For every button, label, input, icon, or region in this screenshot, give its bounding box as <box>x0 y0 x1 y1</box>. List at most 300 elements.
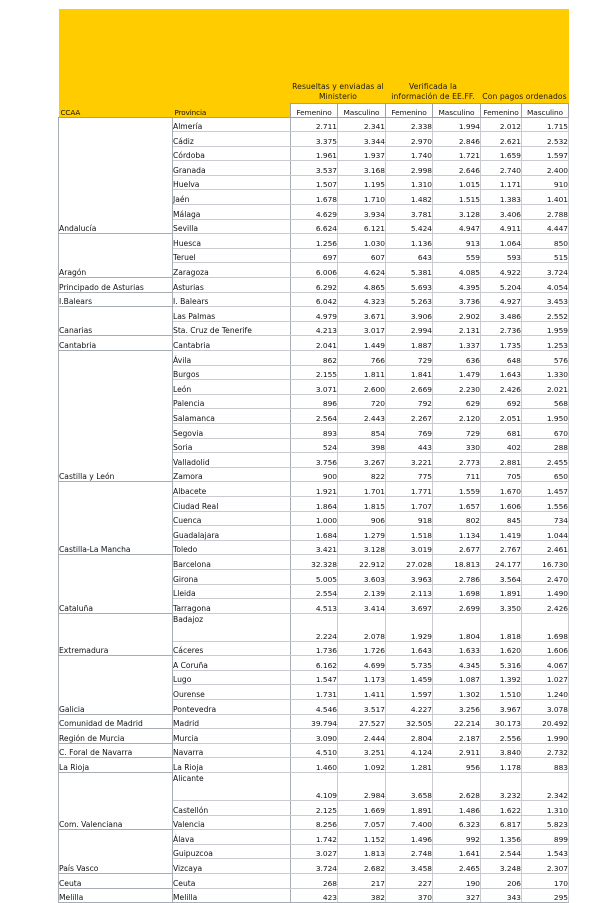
cell-provincia: Guipuzcoa <box>173 844 291 859</box>
cell-masculino-verificada: 2.677 <box>433 540 481 555</box>
cell-masculino-resueltas: 27.527 <box>338 714 386 729</box>
cell-masculino-verificada: 1.087 <box>433 670 481 685</box>
cell-masculino-resueltas: 1.449 <box>338 336 386 351</box>
cell-masculino-resueltas: 1.152 <box>338 830 386 845</box>
cell-masculino-resueltas: 2.078 <box>338 613 386 641</box>
banner-spacer-row <box>59 9 569 45</box>
cell-masculino-verificada: 4.395 <box>433 278 481 293</box>
cell-provincia: Salamanca <box>173 409 291 424</box>
cell-masculino-resueltas: 3.251 <box>338 743 386 758</box>
table-row <box>59 714 569 729</box>
cell-masculino-resueltas: 2.443 <box>338 409 386 424</box>
cell-provincia: Valencia <box>173 815 291 830</box>
table-body <box>59 117 569 903</box>
cell-masculino-pagos: 16.730 <box>522 555 569 570</box>
cell-masculino-resueltas: 3.603 <box>338 569 386 584</box>
cell-femenino-pagos: 3.840 <box>481 743 522 758</box>
cell-masculino-verificada: 2.230 <box>433 380 481 395</box>
cell-masculino-verificada: 2.902 <box>433 307 481 322</box>
cell-femenino-verificada: 5.693 <box>386 278 433 293</box>
cell-femenino-pagos: 692 <box>481 394 522 409</box>
cell-masculino-resueltas: 854 <box>338 423 386 438</box>
cell-masculino-pagos: 883 <box>522 758 569 773</box>
cell-femenino-verificada: 1.136 <box>386 234 433 249</box>
cell-masculino-resueltas: 607 <box>338 248 386 263</box>
cell-provincia: Teruel <box>173 248 291 263</box>
cell-femenino-resueltas: 1.000 <box>291 511 338 526</box>
cell-ccaa: Ceuta <box>59 874 173 889</box>
table-row <box>59 117 569 132</box>
cell-femenino-pagos: 1.659 <box>481 146 522 161</box>
cell-masculino-pagos: 734 <box>522 511 569 526</box>
cell-provincia: I. Balears <box>173 292 291 307</box>
cell-masculino-resueltas: 382 <box>338 888 386 903</box>
cell-femenino-pagos: 2.012 <box>481 117 522 132</box>
table-row <box>59 234 569 249</box>
cell-masculino-verificada: 2.773 <box>433 453 481 468</box>
cell-femenino-pagos: 2.426 <box>481 380 522 395</box>
cell-provincia: Navarra <box>173 743 291 758</box>
cell-provincia: Lugo <box>173 670 291 685</box>
cell-femenino-verificada: 1.740 <box>386 146 433 161</box>
cell-masculino-resueltas: 2.984 <box>338 773 386 801</box>
cell-masculino-pagos: 295 <box>522 888 569 903</box>
cell-masculino-verificada: 2.120 <box>433 409 481 424</box>
cell-femenino-resueltas: 1.460 <box>291 758 338 773</box>
cell-masculino-verificada: 1.559 <box>433 482 481 497</box>
cell-ccaa: País Vasco <box>59 830 173 874</box>
cell-femenino-pagos: 2.556 <box>481 729 522 744</box>
cell-provincia: Girona <box>173 569 291 584</box>
cell-femenino-pagos: 593 <box>481 248 522 263</box>
cell-masculino-verificada: 1.641 <box>433 844 481 859</box>
cell-masculino-resueltas: 1.813 <box>338 844 386 859</box>
cell-masculino-pagos: 2.732 <box>522 743 569 758</box>
cell-masculino-pagos: 2.021 <box>522 380 569 395</box>
cell-ccaa: C. Foral de Navarra <box>59 743 173 758</box>
cell-masculino-verificada: 327 <box>433 888 481 903</box>
cell-masculino-verificada: 1.337 <box>433 336 481 351</box>
cell-masculino-pagos: 1.543 <box>522 844 569 859</box>
group-header-pagos: Con pagos ordenados <box>481 45 569 103</box>
cell-provincia: Málaga <box>173 205 291 220</box>
cell-ccaa: Galicia <box>59 656 173 714</box>
cell-masculino-resueltas: 6.121 <box>338 219 386 234</box>
cell-femenino-resueltas: 1.684 <box>291 526 338 541</box>
cell-masculino-verificada: 190 <box>433 874 481 889</box>
cell-masculino-resueltas: 1.030 <box>338 234 386 249</box>
cell-femenino-resueltas: 32.328 <box>291 555 338 570</box>
cell-femenino-pagos: 1.178 <box>481 758 522 773</box>
cell-provincia: Cáceres <box>173 641 291 656</box>
cell-masculino-verificada: 4.947 <box>433 219 481 234</box>
cell-masculino-pagos: 2.400 <box>522 161 569 176</box>
cell-femenino-verificada: 5.263 <box>386 292 433 307</box>
cell-femenino-resueltas: 268 <box>291 874 338 889</box>
cell-femenino-resueltas: 423 <box>291 888 338 903</box>
cell-femenino-verificada: 443 <box>386 438 433 453</box>
cell-femenino-verificada: 27.028 <box>386 555 433 570</box>
cell-provincia: Álava <box>173 830 291 845</box>
cell-femenino-resueltas: 4.513 <box>291 599 338 614</box>
cell-femenino-verificada: 2.267 <box>386 409 433 424</box>
cell-masculino-resueltas: 906 <box>338 511 386 526</box>
cell-provincia: Las Palmas <box>173 307 291 322</box>
cell-ccaa: Extremadura <box>59 613 173 656</box>
cell-masculino-verificada: 3.128 <box>433 205 481 220</box>
cell-femenino-pagos: 1.606 <box>481 496 522 511</box>
table-row <box>59 743 569 758</box>
cell-femenino-resueltas: 3.724 <box>291 859 338 874</box>
cell-masculino-verificada: 1.302 <box>433 685 481 700</box>
column-header-masculino-verificada: Masculino <box>433 103 481 117</box>
cell-femenino-verificada: 7.400 <box>386 815 433 830</box>
cell-masculino-pagos: 2.342 <box>522 773 569 801</box>
cell-femenino-verificada: 792 <box>386 394 433 409</box>
cell-femenino-verificada: 2.338 <box>386 117 433 132</box>
cell-femenino-verificada: 1.707 <box>386 496 433 511</box>
cell-femenino-verificada: 3.658 <box>386 773 433 801</box>
cell-femenino-resueltas: 3.071 <box>291 380 338 395</box>
cell-masculino-resueltas: 2.682 <box>338 859 386 874</box>
cell-masculino-pagos: 670 <box>522 423 569 438</box>
cell-provincia: Cuenca <box>173 511 291 526</box>
cell-femenino-pagos: 1.620 <box>481 641 522 656</box>
cell-femenino-pagos: 1.622 <box>481 801 522 816</box>
cell-masculino-pagos: 2.461 <box>522 540 569 555</box>
cell-femenino-pagos: 5.316 <box>481 656 522 671</box>
cell-femenino-verificada: 1.482 <box>386 190 433 205</box>
cell-provincia: Sta. Cruz de Tenerife <box>173 321 291 336</box>
cell-masculino-pagos: 288 <box>522 438 569 453</box>
cell-femenino-verificada: 729 <box>386 351 433 366</box>
cell-masculino-pagos: 3.724 <box>522 263 569 278</box>
cell-provincia: Barcelona <box>173 555 291 570</box>
table-row <box>59 888 569 903</box>
cell-provincia: Ciudad Real <box>173 496 291 511</box>
cell-provincia: Murcia <box>173 729 291 744</box>
cell-masculino-verificada: 2.786 <box>433 569 481 584</box>
cell-masculino-pagos: 1.027 <box>522 670 569 685</box>
cell-femenino-pagos: 1.670 <box>481 482 522 497</box>
cell-masculino-verificada: 1.633 <box>433 641 481 656</box>
cell-femenino-pagos: 1.891 <box>481 584 522 599</box>
cell-femenino-resueltas: 4.109 <box>291 773 338 801</box>
provinces-data-table <box>58 9 569 903</box>
cell-femenino-resueltas: 6.624 <box>291 219 338 234</box>
cell-masculino-pagos: 1.606 <box>522 641 569 656</box>
cell-femenino-pagos: 1.735 <box>481 336 522 351</box>
group-header-resueltas: Resueltas y enviadas al Ministerio <box>291 45 386 103</box>
cell-masculino-verificada: 2.846 <box>433 132 481 147</box>
cell-femenino-verificada: 1.887 <box>386 336 433 351</box>
cell-femenino-pagos: 206 <box>481 874 522 889</box>
cell-femenino-resueltas: 4.546 <box>291 700 338 715</box>
cell-masculino-resueltas: 1.701 <box>338 482 386 497</box>
cell-femenino-verificada: 4.227 <box>386 700 433 715</box>
table-row <box>59 729 569 744</box>
cell-femenino-pagos: 6.817 <box>481 815 522 830</box>
cell-masculino-resueltas: 3.414 <box>338 599 386 614</box>
cell-femenino-resueltas: 1.731 <box>291 685 338 700</box>
cell-provincia: Valladolid <box>173 453 291 468</box>
cell-masculino-verificada: 4.085 <box>433 263 481 278</box>
cell-femenino-resueltas: 3.375 <box>291 132 338 147</box>
cell-masculino-resueltas: 2.600 <box>338 380 386 395</box>
cell-masculino-resueltas: 4.624 <box>338 263 386 278</box>
cell-provincia: Tarragona <box>173 599 291 614</box>
cell-femenino-pagos: 1.818 <box>481 613 522 641</box>
cell-femenino-pagos: 3.350 <box>481 599 522 614</box>
cell-masculino-resueltas: 3.267 <box>338 453 386 468</box>
cell-femenino-resueltas: 4.979 <box>291 307 338 322</box>
cell-masculino-resueltas: 766 <box>338 351 386 366</box>
cell-femenino-pagos: 2.881 <box>481 453 522 468</box>
table-row <box>59 555 569 570</box>
cell-femenino-verificada: 1.459 <box>386 670 433 685</box>
cell-provincia: Huelva <box>173 175 291 190</box>
cell-femenino-pagos: 2.621 <box>481 132 522 147</box>
cell-masculino-pagos: 2.455 <box>522 453 569 468</box>
table-header <box>59 9 569 117</box>
cell-femenino-verificada: 775 <box>386 467 433 482</box>
cell-provincia: Jaén <box>173 190 291 205</box>
cell-masculino-resueltas: 1.411 <box>338 685 386 700</box>
cell-masculino-pagos: 20.492 <box>522 714 569 729</box>
cell-masculino-verificada: 330 <box>433 438 481 453</box>
cell-masculino-pagos: 1.490 <box>522 584 569 599</box>
cell-femenino-resueltas: 8.256 <box>291 815 338 830</box>
cell-masculino-pagos: 899 <box>522 830 569 845</box>
cell-femenino-pagos: 681 <box>481 423 522 438</box>
cell-femenino-pagos: 3.486 <box>481 307 522 322</box>
cell-provincia: Ávila <box>173 351 291 366</box>
cell-femenino-pagos: 4.922 <box>481 263 522 278</box>
cell-femenino-verificada: 3.906 <box>386 307 433 322</box>
cell-femenino-pagos: 1.392 <box>481 670 522 685</box>
cell-masculino-verificada: 4.345 <box>433 656 481 671</box>
cell-femenino-pagos: 1.510 <box>481 685 522 700</box>
cell-ccaa: I.Balears <box>59 292 173 307</box>
cell-femenino-pagos: 3.248 <box>481 859 522 874</box>
cell-provincia: Guadalajara <box>173 526 291 541</box>
cell-masculino-pagos: 1.253 <box>522 336 569 351</box>
cell-femenino-verificada: 32.505 <box>386 714 433 729</box>
cell-masculino-resueltas: 2.341 <box>338 117 386 132</box>
cell-femenino-pagos: 648 <box>481 351 522 366</box>
cell-provincia: Palencia <box>173 394 291 409</box>
cell-masculino-pagos: 2.470 <box>522 569 569 584</box>
cell-masculino-resueltas: 7.057 <box>338 815 386 830</box>
cell-ccaa: Principado de Asturias <box>59 278 173 293</box>
cell-femenino-pagos: 30.173 <box>481 714 522 729</box>
cell-femenino-resueltas: 39.794 <box>291 714 338 729</box>
cell-masculino-resueltas: 1.811 <box>338 365 386 380</box>
cell-femenino-resueltas: 6.042 <box>291 292 338 307</box>
column-header-femenino-verificada: Femenino <box>386 103 433 117</box>
cell-ccaa: Región de Murcia <box>59 729 173 744</box>
cell-femenino-verificada: 2.748 <box>386 844 433 859</box>
cell-provincia: Cádiz <box>173 132 291 147</box>
cell-femenino-resueltas: 6.292 <box>291 278 338 293</box>
cell-masculino-verificada: 1.698 <box>433 584 481 599</box>
cell-masculino-resueltas: 3.671 <box>338 307 386 322</box>
cell-masculino-pagos: 170 <box>522 874 569 889</box>
cell-femenino-verificada: 3.781 <box>386 205 433 220</box>
cell-ccaa: Castilla-La Mancha <box>59 482 173 555</box>
column-header-femenino-resueltas: Femenino <box>291 103 338 117</box>
cell-femenino-verificada: 2.970 <box>386 132 433 147</box>
table-row <box>59 656 569 671</box>
cell-masculino-resueltas: 1.669 <box>338 801 386 816</box>
cell-masculino-resueltas: 1.726 <box>338 641 386 656</box>
cell-femenino-resueltas: 6.162 <box>291 656 338 671</box>
cell-femenino-pagos: 1.643 <box>481 365 522 380</box>
cell-provincia: Soria <box>173 438 291 453</box>
table-row <box>59 830 569 845</box>
cell-masculino-pagos: 1.240 <box>522 685 569 700</box>
cell-masculino-verificada: 2.465 <box>433 859 481 874</box>
cell-femenino-resueltas: 4.213 <box>291 321 338 336</box>
cell-ccaa: Andalucía <box>59 117 173 234</box>
cell-femenino-verificada: 1.518 <box>386 526 433 541</box>
cell-femenino-resueltas: 1.864 <box>291 496 338 511</box>
cell-femenino-verificada: 1.841 <box>386 365 433 380</box>
cell-masculino-pagos: 1.457 <box>522 482 569 497</box>
cell-provincia: Zaragoza <box>173 263 291 278</box>
cell-masculino-pagos: 1.556 <box>522 496 569 511</box>
cell-femenino-verificada: 1.310 <box>386 175 433 190</box>
cell-femenino-resueltas: 1.921 <box>291 482 338 497</box>
cell-masculino-resueltas: 3.017 <box>338 321 386 336</box>
cell-femenino-verificada: 1.643 <box>386 641 433 656</box>
cell-masculino-verificada: 1.486 <box>433 801 481 816</box>
cell-ccaa: Cataluña <box>59 555 173 613</box>
cell-masculino-verificada: 711 <box>433 467 481 482</box>
cell-masculino-pagos: 576 <box>522 351 569 366</box>
cell-femenino-resueltas: 697 <box>291 248 338 263</box>
cell-masculino-pagos: 1.330 <box>522 365 569 380</box>
cell-masculino-resueltas: 1.815 <box>338 496 386 511</box>
cell-femenino-resueltas: 3.421 <box>291 540 338 555</box>
cell-masculino-verificada: 1.015 <box>433 175 481 190</box>
cell-femenino-verificada: 1.496 <box>386 830 433 845</box>
cell-ccaa: Castilla y León <box>59 351 173 482</box>
column-header-provincia: Provincia <box>173 103 291 117</box>
cell-femenino-verificada: 5.424 <box>386 219 433 234</box>
cell-masculino-resueltas: 1.195 <box>338 175 386 190</box>
cell-masculino-pagos: 3.453 <box>522 292 569 307</box>
cell-masculino-pagos: 2.552 <box>522 307 569 322</box>
cell-femenino-verificada: 2.669 <box>386 380 433 395</box>
group-header-verificada: Verificada la información de EE.FF. <box>386 45 481 103</box>
cell-femenino-resueltas: 2.564 <box>291 409 338 424</box>
table-row <box>59 278 569 293</box>
cell-femenino-verificada: 1.597 <box>386 685 433 700</box>
cell-femenino-resueltas: 893 <box>291 423 338 438</box>
cell-masculino-verificada: 956 <box>433 758 481 773</box>
cell-masculino-resueltas: 4.699 <box>338 656 386 671</box>
banner-top-fill <box>59 9 569 45</box>
table-row <box>59 613 569 641</box>
cell-provincia: La Rioja <box>173 758 291 773</box>
cell-masculino-resueltas: 720 <box>338 394 386 409</box>
cell-provincia: Madrid <box>173 714 291 729</box>
banner-ccaa-fill <box>59 45 173 103</box>
cell-masculino-resueltas: 3.934 <box>338 205 386 220</box>
cell-femenino-resueltas: 4.629 <box>291 205 338 220</box>
column-header-masculino-resueltas: Masculino <box>338 103 386 117</box>
cell-provincia: León <box>173 380 291 395</box>
cell-ccaa: Com. Valenciana <box>59 773 173 830</box>
cell-femenino-pagos: 705 <box>481 467 522 482</box>
cell-masculino-resueltas: 3.128 <box>338 540 386 555</box>
column-header-ccaa: CCAA <box>59 103 173 117</box>
cell-masculino-pagos: 1.959 <box>522 321 569 336</box>
cell-femenino-resueltas: 3.090 <box>291 729 338 744</box>
cell-masculino-pagos: 1.401 <box>522 190 569 205</box>
cell-masculino-verificada: 2.187 <box>433 729 481 744</box>
cell-femenino-resueltas: 2.125 <box>291 801 338 816</box>
cell-masculino-resueltas: 1.279 <box>338 526 386 541</box>
cell-femenino-resueltas: 3.537 <box>291 161 338 176</box>
cell-femenino-resueltas: 2.041 <box>291 336 338 351</box>
cell-femenino-pagos: 343 <box>481 888 522 903</box>
cell-femenino-pagos: 1.356 <box>481 830 522 845</box>
cell-provincia: Granada <box>173 161 291 176</box>
cell-provincia: Toledo <box>173 540 291 555</box>
cell-masculino-pagos: 1.310 <box>522 801 569 816</box>
cell-masculino-resueltas: 1.092 <box>338 758 386 773</box>
cell-masculino-verificada: 2.646 <box>433 161 481 176</box>
cell-masculino-verificada: 3.256 <box>433 700 481 715</box>
cell-femenino-resueltas: 5.005 <box>291 569 338 584</box>
cell-masculino-verificada: 6.323 <box>433 815 481 830</box>
cell-masculino-pagos: 1.698 <box>522 613 569 641</box>
cell-femenino-resueltas: 4.510 <box>291 743 338 758</box>
cell-provincia: Sevilla <box>173 219 291 234</box>
cell-femenino-pagos: 845 <box>481 511 522 526</box>
table-row <box>59 482 569 497</box>
cell-masculino-resueltas: 2.139 <box>338 584 386 599</box>
cell-femenino-resueltas: 2.711 <box>291 117 338 132</box>
cell-masculino-resueltas: 3.344 <box>338 132 386 147</box>
cell-femenino-verificada: 2.994 <box>386 321 433 336</box>
cell-masculino-verificada: 1.657 <box>433 496 481 511</box>
cell-masculino-verificada: 913 <box>433 234 481 249</box>
cell-femenino-resueltas: 3.027 <box>291 844 338 859</box>
cell-femenino-pagos: 2.736 <box>481 321 522 336</box>
table-row <box>59 351 569 366</box>
cell-ccaa: La Rioja <box>59 758 173 773</box>
cell-ccaa: Melilla <box>59 888 173 903</box>
cell-femenino-pagos: 3.406 <box>481 205 522 220</box>
table-row <box>59 758 569 773</box>
cell-masculino-pagos: 515 <box>522 248 569 263</box>
cell-masculino-pagos: 4.054 <box>522 278 569 293</box>
cell-masculino-pagos: 1.715 <box>522 117 569 132</box>
cell-provincia: Alicante <box>173 773 291 801</box>
cell-femenino-verificada: 3.963 <box>386 569 433 584</box>
cell-femenino-verificada: 918 <box>386 511 433 526</box>
cell-provincia: Vizcaya <box>173 859 291 874</box>
cell-ccaa: Canarias <box>59 307 173 336</box>
cell-femenino-pagos: 2.740 <box>481 161 522 176</box>
cell-femenino-pagos: 2.051 <box>481 409 522 424</box>
table-row <box>59 307 569 322</box>
cell-femenino-resueltas: 1.742 <box>291 830 338 845</box>
cell-masculino-resueltas: 398 <box>338 438 386 453</box>
